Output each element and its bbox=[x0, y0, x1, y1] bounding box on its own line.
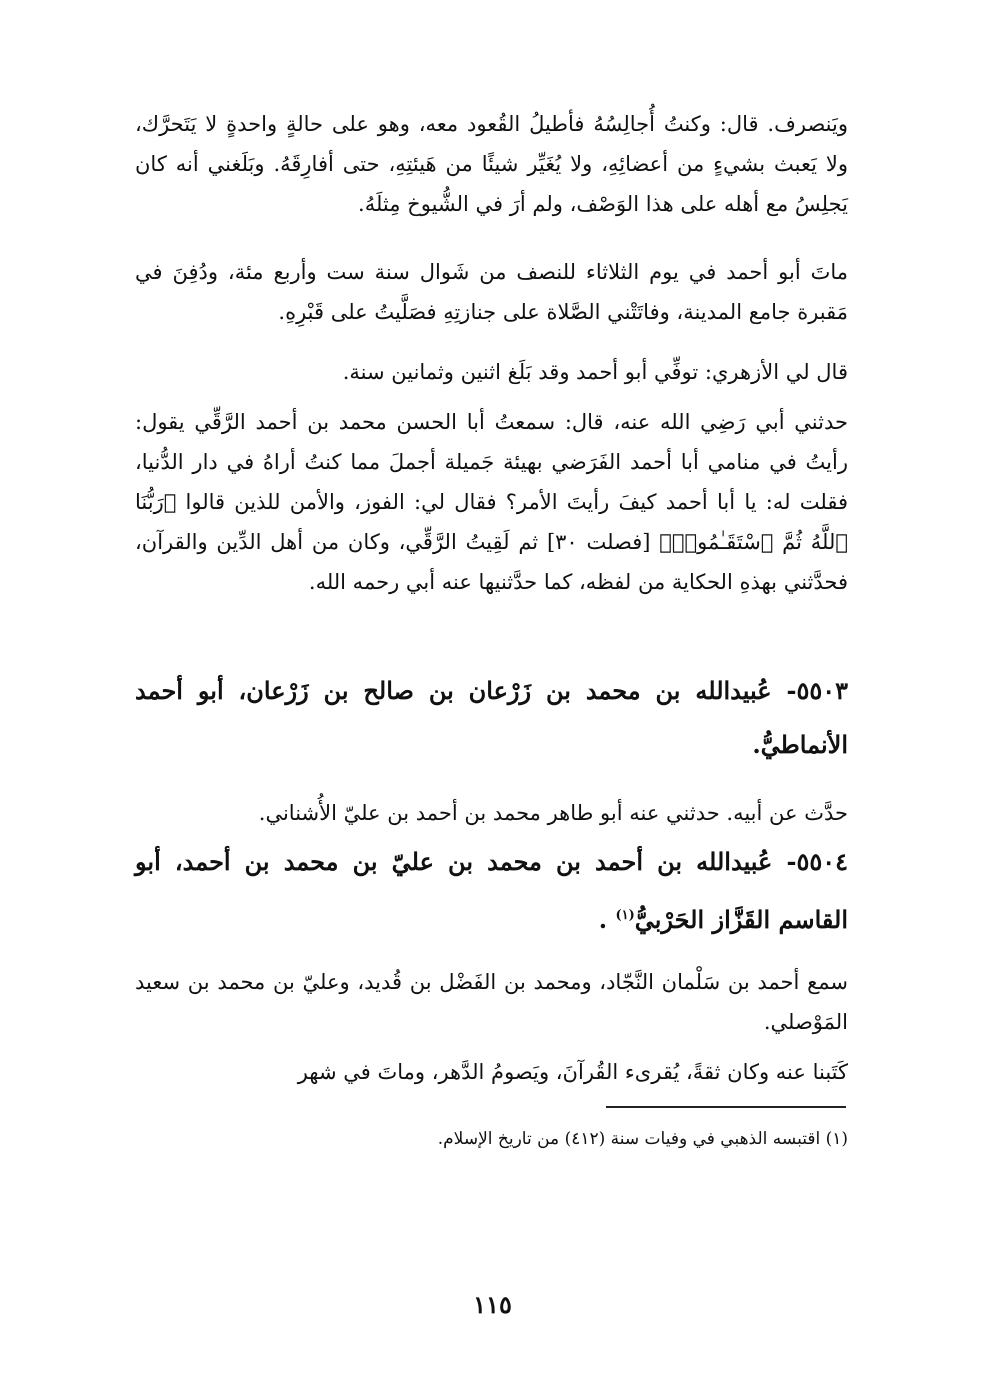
paragraph-death-text: ماتَ أبو أحمد في يوم الثلاثاء للنصف من شَوال سنة ست وأربع مئة، ودُفِنَ في مَقبرة جامع المدينة، وفاتَتْني الصَّلاة على جنازتِهِ فصَلَّيتُ على قَبْرِهِ. bbox=[135, 260, 848, 324]
entry-heading-5504-end: . bbox=[598, 905, 608, 934]
paragraph-narration bbox=[135, 793, 848, 833]
entry-heading-5504 bbox=[135, 835, 848, 947]
paragraph-final bbox=[135, 1052, 848, 1092]
footnote-marker: (١) bbox=[615, 908, 635, 923]
paragraph-dream bbox=[135, 402, 848, 602]
paragraph-narration-text: حدَّث عن أبيه. حدثني عنه أبو طاهر محمد بن أحمد بن عليّ الأُشناني. bbox=[258, 801, 848, 825]
paragraph-dream-text: حدثني أبي رَضِي الله عنه، قال: سمعتُ أبا الحسن محمد بن أحمد الرَّقِّي يقول: رأيتُ في منامي أبا أحمد الفَرَضي بهيئة جَميلة أجملَ مما كنتُ أراهُ في دار الدُّنيا، فقلت له: يا أبا أحمد كيفَ رأيتَ الأمر؟ فقال لي: الفوز، والأمن للذين قالوا ﴿رَبُّنَا ٱللَّهُ ثُمَّ ٱسْتَقَـٰمُوا۟﴾ [فصلت ٣٠] ثم لَقِيتُ الرَّقِّي، وكان من أهل الدِّين والقرآن، فحدَّثني بهذهِ الحكاية من لفظه، كما حدَّثنيها عنه أبي رحمه الله. bbox=[135, 410, 848, 594]
entry-heading-5503-text: ٥٥٠٣- عُبيدالله بن محمد بن زَرْعان بن صالح بن زَرْعان، أبو أحمد الأنماطيُّ. bbox=[135, 676, 848, 759]
paragraph-1 bbox=[135, 104, 848, 224]
paragraph-azhari-text: قال لي الأزهري: توفِّي أبو أحمد وقد بَلَغ اثنين وثمانين سنة. bbox=[342, 360, 848, 384]
page-number: ١١٥ bbox=[473, 1290, 512, 1319]
paragraph-teachers bbox=[135, 962, 848, 1042]
paragraph-teachers-text: سمع أحمد بن سَلْمان النَّجّاد، ومحمد بن الفَضْل بن قُديد، وعليّ بن محمد بن سعيد المَوْصلي. bbox=[135, 970, 848, 1034]
footnote-divider bbox=[606, 1106, 846, 1108]
paragraph-azhari bbox=[135, 352, 848, 392]
entry-heading-5504-text: ٥٥٠٤- عُبيدالله بن أحمد بن محمد بن عليّ بن محمد بن أحمد، أبو القاسم القَزَّاز الحَرْبيُّ bbox=[135, 847, 848, 934]
entry-heading-5504-wrapper bbox=[135, 835, 848, 947]
entry-heading-5503 bbox=[135, 664, 848, 772]
paragraph-1-text: ويَنصرف. قال: وكنتُ أُجالِسُهُ فأطيلُ القُعود معه، وهو على حالةٍ واحدةٍ لا يَتَحرَّك، ولا يَعبث بشيءٍ من أعضائِهِ، ولا يُغَيِّر شيئًا من هَيئتِهِ، حتى أفارِقَهُ. وبَلَغني أنه كان يَجلِسُ مع أهله على هذا الوَصْف، ولم أرَ في الشُّيوخ مِثلَهُ. bbox=[135, 112, 848, 216]
paragraph-final-text: كَتَبنا عنه وكان ثقةً، يُقرىء القُرآنَ، ويَصومُ الدَّهر، وماتَ في شهر bbox=[297, 1060, 848, 1084]
paragraph-death bbox=[135, 252, 848, 332]
footnote: (١) اقتبسه الذهبي في وفيات سنة (٤١٢) من تاريخ الإسلام. bbox=[437, 1129, 848, 1149]
